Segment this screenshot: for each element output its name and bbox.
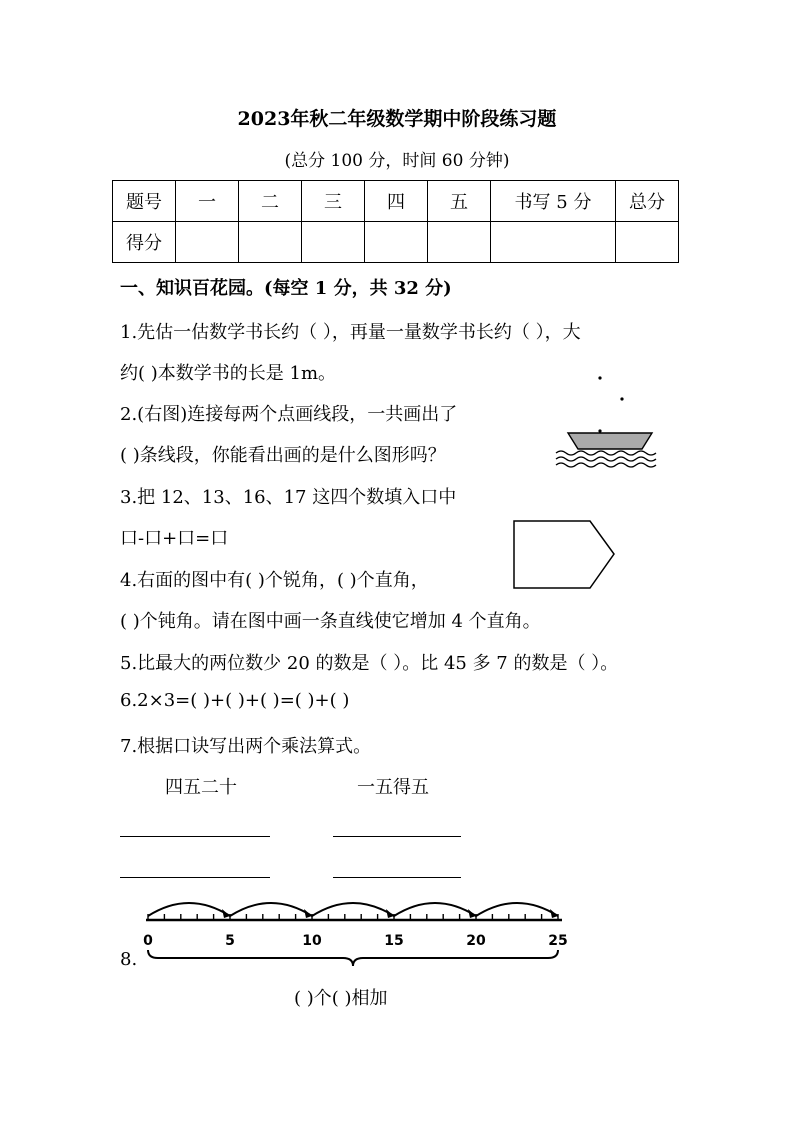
page-subtitle: (总分 100 分，时间 60 分钟) — [284, 151, 510, 171]
tick-label: 15 — [384, 933, 404, 949]
boat-hull — [568, 433, 652, 449]
wave-line-2 — [556, 457, 656, 461]
question-2-line-1: 2.(右图)连接每两个点画线段，一共画出了 — [120, 404, 458, 425]
jump-arc-4 — [394, 903, 476, 916]
score-table-header-cell: 一 — [176, 181, 239, 222]
score-table-header-cell: 五 — [428, 181, 491, 222]
score-cell[interactable] — [302, 222, 365, 263]
arrow-head-5 — [550, 909, 558, 918]
dot-2 — [620, 397, 623, 400]
arrow-head-3 — [386, 909, 394, 918]
question-5: 5.比最大的两位数少 20 的数是（ ）。比 45 多 7 的数是（ ）。 — [120, 653, 619, 674]
brace — [148, 950, 558, 966]
score-table-score-row — [113, 222, 679, 263]
score-cell[interactable] — [176, 222, 239, 263]
answer-line-2[interactable] — [333, 836, 461, 837]
pentagon-shape — [514, 521, 614, 588]
question-7: 7.根据口诀写出两个乘法算式。 — [120, 736, 372, 757]
score-table-header-cell: 三 — [302, 181, 365, 222]
question-1-line-2: 约( )本数学书的长是 1m。 — [120, 363, 337, 384]
tick-label: 0 — [143, 933, 153, 949]
dot-3 — [598, 429, 601, 432]
arrow-head-1 — [222, 909, 230, 918]
question-2-line-2: ( )条线段，你能看出画的是什么图形吗？ — [120, 445, 446, 466]
score-table-header-row — [113, 181, 679, 222]
jump-arc-2 — [230, 903, 312, 916]
rhyme-1: 四五二十 — [165, 777, 237, 798]
arrow-head-4 — [468, 909, 476, 918]
score-table-header-cell: 总分 — [616, 181, 679, 222]
dot-1 — [598, 376, 601, 379]
wave-line-3 — [556, 463, 656, 467]
jump-arc-5 — [476, 903, 558, 916]
score-table-header-cell: 四 — [365, 181, 428, 222]
rhyme-2: 一五得五 — [357, 777, 429, 798]
number-line-figure — [138, 892, 574, 972]
question-8-caption: ( )个( )相加 — [294, 988, 388, 1009]
score-cell[interactable] — [491, 222, 616, 263]
pentagon-figure — [510, 518, 620, 593]
answer-line-3[interactable] — [120, 877, 270, 878]
answer-line-4[interactable] — [333, 877, 461, 878]
section-heading: 一、知识百花园。(每空 1 分，共 32 分) — [120, 278, 452, 299]
question-6: 6.2×3=( )+( )+( )=( )+( ) — [120, 690, 350, 711]
question-4-line-2: ( )个钝角。请在图中画一条直线使它增加 4 个直角。 — [120, 611, 541, 632]
boat-dots-figure — [550, 370, 660, 470]
score-table-header-cell: 书写 5 分 — [491, 181, 616, 222]
score-cell[interactable] — [428, 222, 491, 263]
score-table-header-cell: 题号 — [113, 181, 176, 222]
score-cell[interactable] — [365, 222, 428, 263]
answer-line-1[interactable] — [120, 836, 270, 837]
arrow-head-2 — [304, 909, 312, 918]
tick-label: 5 — [225, 933, 235, 949]
tick-label: 25 — [548, 933, 568, 949]
tick-label: 20 — [466, 933, 486, 949]
question-1-line-1: 1.先估一估数学书长约（ ），再量一量数学书长约（ ），大 — [120, 322, 581, 343]
jump-arc-1 — [148, 903, 230, 916]
score-cell[interactable] — [239, 222, 302, 263]
page-title: 2023年秋二年级数学期中阶段练习题 — [237, 108, 557, 130]
question-4-line-1: 4.右面的图中有( )个锐角，( )个直角， — [120, 570, 429, 591]
question-3-line-2: 口-口+口=口 — [120, 528, 229, 549]
score-table-header-cell: 二 — [239, 181, 302, 222]
score-table — [112, 180, 679, 263]
tick-label: 10 — [302, 933, 322, 949]
score-cell[interactable] — [616, 222, 679, 263]
question-3-line-1: 3.把 12、13、16、17 这四个数填入口中 — [120, 487, 457, 508]
wave-line-1 — [556, 451, 656, 455]
question-8-number: 8. — [120, 949, 138, 970]
score-row-label: 得分 — [113, 222, 176, 263]
jump-arc-3 — [312, 903, 394, 916]
